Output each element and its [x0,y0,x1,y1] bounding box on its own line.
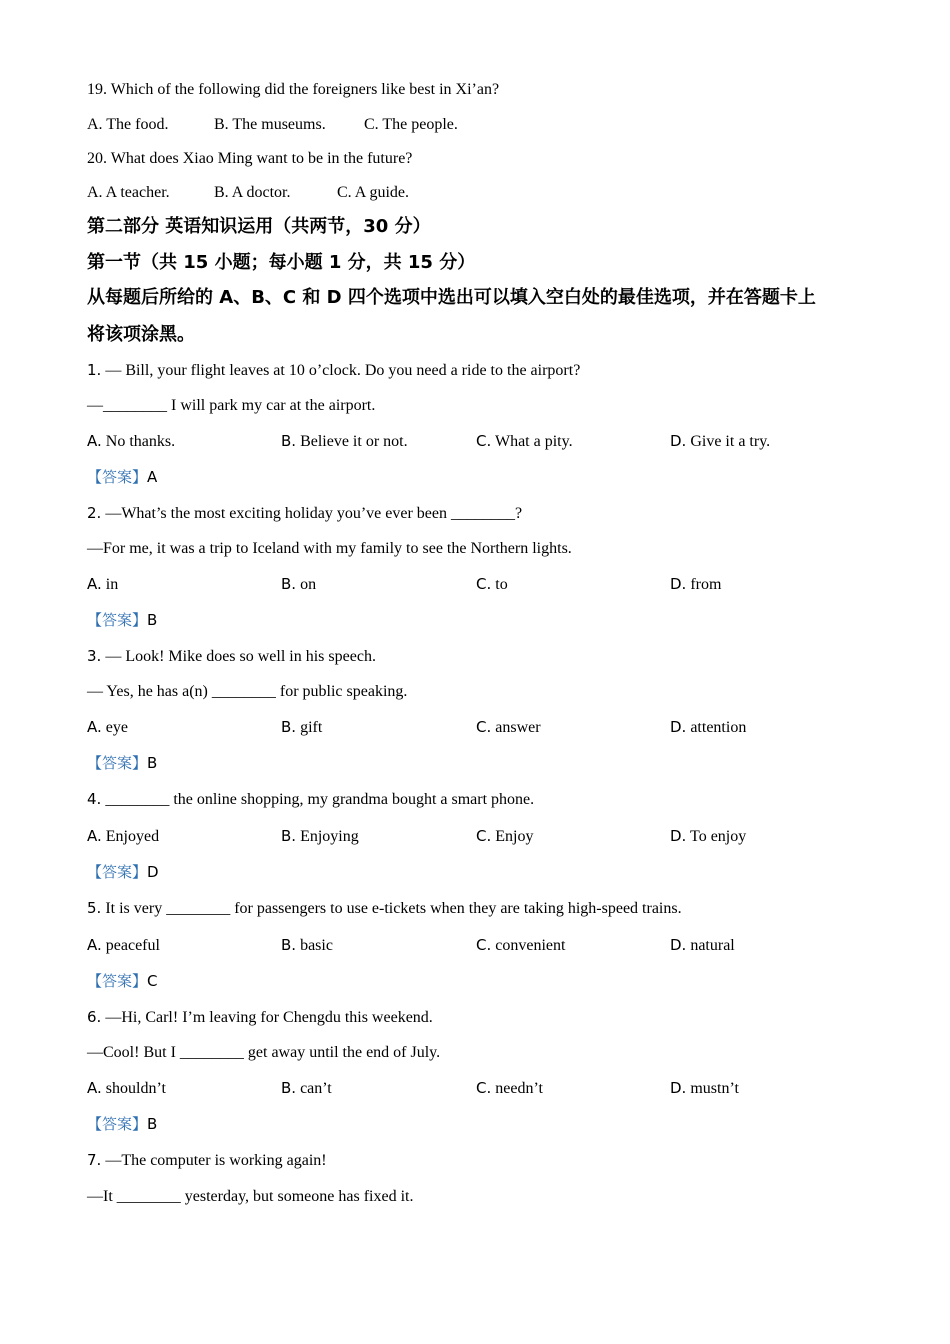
question-number: 1. [87,361,102,379]
question-3-answer: 【答案】B [87,754,158,772]
question-4-option-b: B. Enjoying [281,827,359,845]
question-1-option-d: D. Give it a try. [670,432,771,450]
question-3-option-c: C. answer [476,718,541,736]
question-3-option-b: B. gift [281,718,323,736]
question-6-option-d: D. mustn’t [670,1079,739,1097]
question-3-reply: — Yes, he has a(n) ________ for public speaking. [87,683,408,700]
question-2-reply: —For me, it was a trip to Iceland with my family to see the Northern lights. [87,540,572,557]
question-2-option-d: D. from [670,575,722,593]
subsection-title: 第一节（共 15 小题；每小题 1 分，共 15 分） [87,252,476,273]
question-5-option-c: C. convenient [476,936,566,954]
question-3-option-d: D. attention [670,718,747,736]
question-1-option-c: C. What a pity. [476,432,573,450]
question-5-option-b: B. basic [281,936,333,954]
question-20-option-c: C. A guide. [337,184,410,201]
question-stem: — Bill, your flight leaves at 10 o’clock. Do you need a ride to the airport? [105,362,581,379]
question-19-text: 19. Which of the following did the foreigners like best in Xi’an? [87,81,500,98]
question-1-reply: —________ I will park my car at the airport. [87,397,376,414]
question-6-option-a: A. shouldn’t [87,1079,166,1097]
question-5-answer: 【答案】C [87,972,158,990]
question-3: 3. — Look! Mike does so well in his speech. [87,647,376,665]
question-2-answer: 【答案】B [87,611,158,629]
question-6-option-b: B. can’t [281,1079,332,1097]
question-4-option-d: D. To enjoy [670,827,747,845]
question-2-option-b: B. on [281,575,317,593]
question-20-option-b: B. A doctor. [214,184,291,201]
question-6-reply: —Cool! But I ________ get away until the end of July. [87,1044,441,1061]
instruction-line-1: 从每题后所给的 A、B、C 和 D 四个选项中选出可以填入空白处的最佳选项，并在答题卡上 [87,287,816,308]
question-1 [87,360,580,381]
question-3-option-a: A. eye [87,718,128,736]
part-title: 第二部分 英语知识运用（共两节，30 分） [87,216,431,237]
instruction-line-2: 将该项涂黑。 [87,324,195,345]
question-6-option-c: C. needn’t [476,1079,543,1097]
question-5: 5. It is very ________ for passengers to use e-tickets when they are taking high-speed trains. [87,899,682,917]
question-2-option-a: A. in [87,575,119,593]
question-2-option-c: C. to [476,575,508,593]
question-19-option-c: C. The people. [364,116,458,133]
question-4-option-c: C. Enjoy [476,827,534,845]
question-6-answer: 【答案】B [87,1115,158,1133]
question-20-option-a: A. A teacher. [87,184,170,201]
question-1-option-a: A. No thanks. [87,432,176,450]
question-2: 2. —What’s the most exciting holiday you’ve ever been ________? [87,504,523,522]
question-20-text: 20. What does Xiao Ming want to be in the future? [87,150,413,167]
question-6: 6. —Hi, Carl! I’m leaving for Chengdu this weekend. [87,1008,433,1026]
question-19-option-b: B. The museums. [214,116,326,133]
question-1-answer: 【答案】A [87,468,158,486]
question-19-option-a: A. The food. [87,116,169,133]
question-1-option-b: B. Believe it or not. [281,432,408,450]
question-4-option-a: A. Enjoyed [87,827,160,845]
question-7-reply: —It ________ yesterday, but someone has fixed it. [87,1188,414,1205]
question-5-option-a: A. peaceful [87,936,160,954]
question-4-answer: 【答案】D [87,863,159,881]
question-7: 7. —The computer is working again! [87,1151,327,1169]
question-4: 4. ________ the online shopping, my grandma bought a smart phone. [87,790,535,808]
question-5-option-d: D. natural [670,936,735,954]
